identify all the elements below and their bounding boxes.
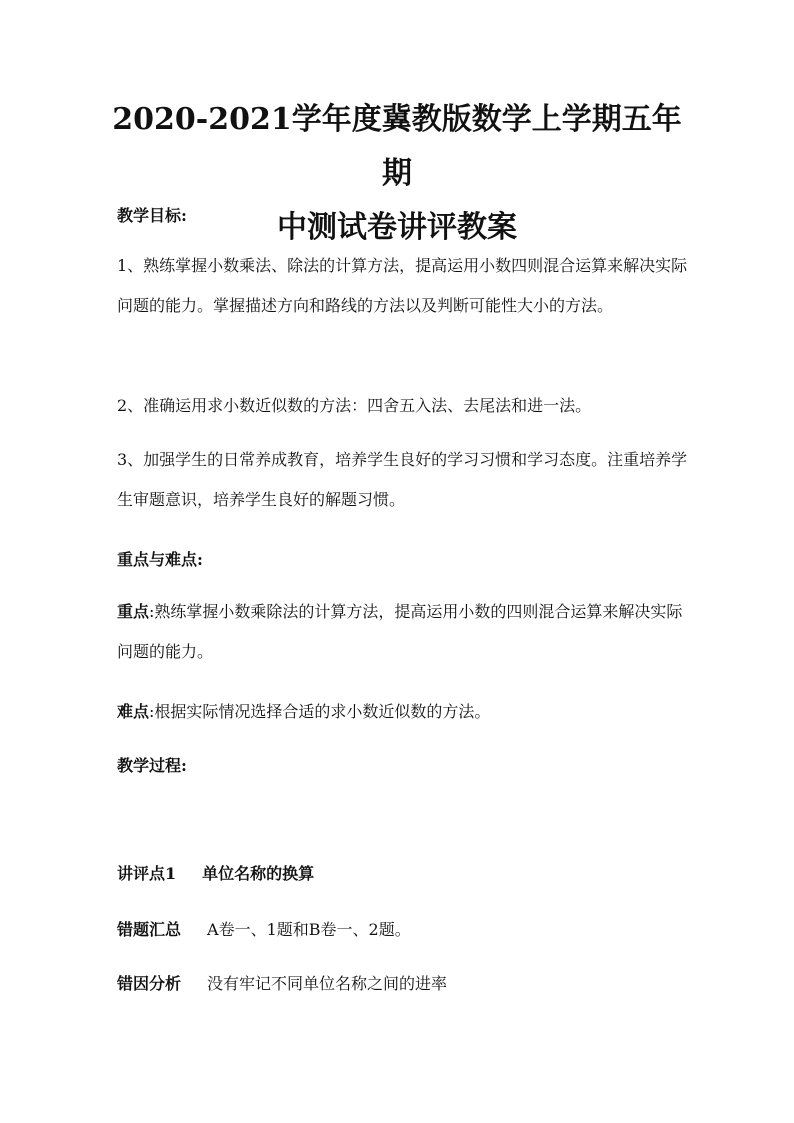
key-point-paragraph (117, 592, 697, 672)
error-summary-row (117, 910, 697, 950)
error-cause-text: 没有牢记不同单位名称之间的进率 (207, 974, 448, 993)
error-summary-text: A卷一、1题和B卷一、2题。 (207, 920, 411, 939)
review-point-title: 单位名称的换算 (202, 864, 315, 883)
process-heading: 教学过程: (117, 756, 187, 775)
review-point-row (117, 854, 697, 894)
key-point-text: :熟练掌握小数乘除法的计算方法，提高运用小数的四则混合运算来解决实际问题的能力。 (117, 602, 683, 661)
title-line-1: 2020-2021学年度冀教版数学上学期五年期 (112, 102, 682, 191)
error-cause-label: 错因分析 (117, 974, 182, 993)
objective-2: 2、准确运用求小数近似数的方法：四舍五入法、去尾法和进一法。 (117, 396, 592, 415)
title-line-2: 中测试卷讲评教案 (277, 210, 517, 245)
difficulty-paragraph (117, 692, 697, 732)
objective-1: 1、熟练掌握小数乘法、除法的计算方法，提高运用小数四则混合运算来解决实际问题的能力。掌握描述方向和路线的方法以及判断可能性大小的方法。 (117, 256, 688, 315)
objective-3: 3、加强学生的日常养成教育，培养学生良好的学习习惯和学习态度。注重培养学生审题意识，培养学生良好的解题习惯。 (117, 450, 688, 509)
key-points-heading: 重点与难点: (117, 550, 203, 569)
key-point-label: 重点 (117, 602, 150, 621)
error-summary-label: 错题汇总 (117, 920, 182, 939)
objectives-heading: 教学目标: (117, 206, 187, 225)
review-point-label: 讲评点1 (117, 864, 177, 883)
difficulty-text: :根据实际情况选择合适的求小数近似数的方法。 (149, 702, 491, 721)
difficulty-label: 难点 (117, 702, 150, 721)
error-cause-row (117, 964, 697, 1004)
